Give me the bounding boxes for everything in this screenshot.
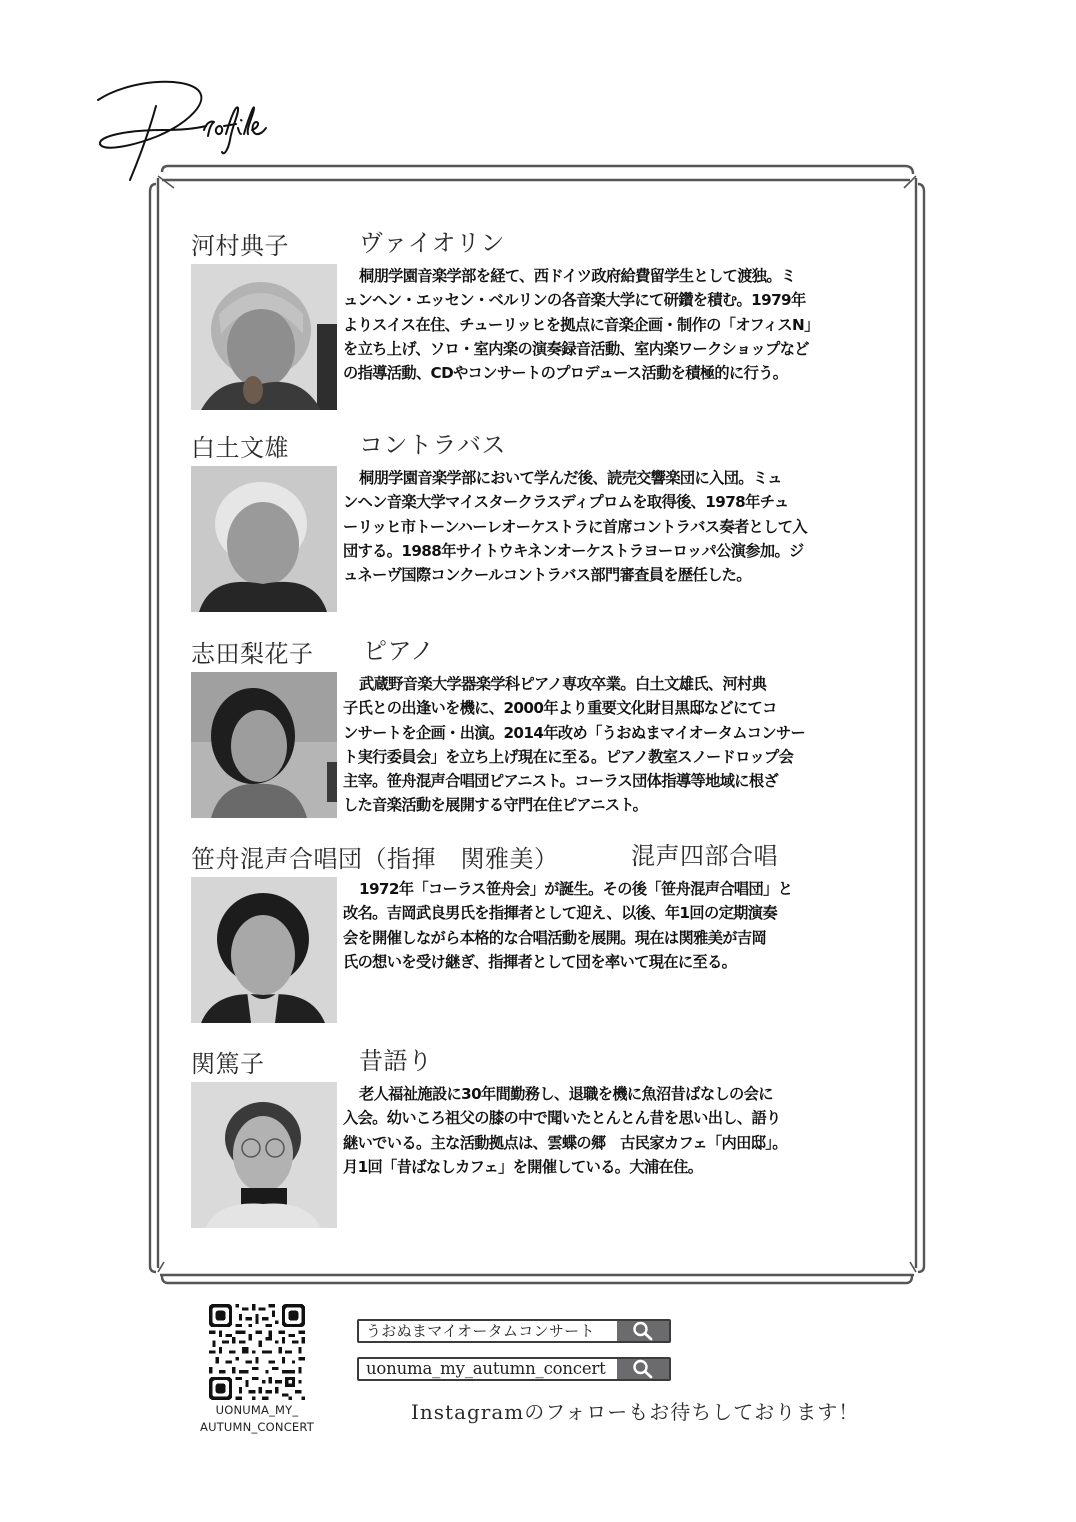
performer-name: 志田梨花子 xyxy=(191,639,314,668)
performer-role: ピアノ xyxy=(363,637,435,665)
performer-name: 関篤子 xyxy=(191,1049,265,1078)
search-icon xyxy=(631,1321,655,1341)
bio-line: 月1回「昔ばなしカフェ」を開催している。大浦在住。 xyxy=(343,1157,703,1176)
instagram-follow-message: Instagramのフォローもお待ちしております！ xyxy=(411,1400,860,1424)
bio-line: 武蔵野音楽大学器楽学科ピアノ専攻卒業。白土文雄氏、河村典 xyxy=(359,675,767,693)
profile-heading xyxy=(191,226,506,260)
search-input[interactable]: uonuma_my_autumn_concert xyxy=(366,1359,606,1378)
bio-line: 改名。吉岡武良男氏を指揮者として迎え、以後、年1回の定期演奏 xyxy=(343,904,777,923)
performer-bio xyxy=(343,466,873,587)
performer-role: 昔語り xyxy=(359,1047,433,1075)
search-box-japanese[interactable] xyxy=(357,1319,671,1343)
performer-name: 河村典子 xyxy=(191,231,289,260)
bio-line: 団する。1988年サイトウキネンオーケストラヨーロッパ公演参加。ジ xyxy=(343,541,804,560)
profile-script-title-graphic xyxy=(88,68,288,188)
bio-line: 入会。幼いころ祖父の膝の中で聞いたとんとん昔を思い出し、語り xyxy=(343,1109,781,1128)
performer-bio xyxy=(343,672,873,818)
bio-line: 主宰。笹舟混声合唱団ピアニスト。コーラス団体指導等地域に根ざ xyxy=(343,772,779,791)
performer-bio xyxy=(343,264,873,385)
instagram-qr-code[interactable] xyxy=(209,1304,305,1400)
performer-bio xyxy=(343,877,873,974)
performer-photo xyxy=(191,672,337,818)
performer-name: 笹舟混声合唱団（指揮 関雅美） xyxy=(191,844,559,873)
bio-line: した音楽活動を展開する守門在住ピアニスト。 xyxy=(343,796,648,815)
search-input[interactable]: うおぬまマイオータムコンサート xyxy=(366,1322,595,1340)
performer-photo xyxy=(191,877,337,1023)
bio-line: 1972年「コーラス笹舟会」が誕生。その後「笹舟混声合唱団」と xyxy=(359,880,793,898)
profile-heading xyxy=(191,839,778,873)
bio-line: ュンヘン・エッセン・ベルリンの各音楽大学にて研鑽を積む。1979年 xyxy=(343,291,806,310)
qr-caption-line: AUTUMN_CONCERT xyxy=(200,1420,314,1434)
bio-line: 桐朋学園音楽学部において学んだ後、読売交響楽団に入団。ミュ xyxy=(359,469,782,487)
bio-line: 老人福祉施設に30年間勤務し、退職を機に魚沼昔ばなしの会に xyxy=(359,1085,773,1103)
portrait-image-icon xyxy=(191,1082,337,1228)
performer-role: 混声四部合唱 xyxy=(631,842,778,870)
performer-role: ヴァイオリン xyxy=(359,229,506,257)
performer-name: 白土文雄 xyxy=(191,433,289,462)
bio-line: 桐朋学園音楽学部を経て、西ドイツ政府給費留学生として渡独。ミ xyxy=(359,267,796,285)
performer-role: コントラバス xyxy=(359,431,506,459)
profile-heading xyxy=(191,1044,433,1078)
profile-heading xyxy=(191,634,435,668)
performer-photo xyxy=(191,1082,337,1228)
bio-line: 会を開催しながら本格的な合唱活動を展開。現在は関雅美が吉岡 xyxy=(343,928,767,947)
search-button[interactable] xyxy=(617,1321,669,1341)
bio-line: よりスイス在住、チューリッヒを拠点に音楽企画・制作の「オフィスN」 xyxy=(343,315,819,334)
bio-line: の指導活動、CDやコンサートのプロデュース活動を積極的に行う。 xyxy=(343,364,788,383)
bio-line: ュネーヴ国際コンクールコントラバス部門審査員を歴任した。 xyxy=(343,566,751,585)
bio-line: 氏の想いを受け継ぎ、指揮者として団を率いて現在に至る。 xyxy=(343,952,737,971)
portrait-image-icon xyxy=(191,877,337,1023)
bio-line: 継いでいる。主な活動拠点は、雲蝶の郷 古民家カフェ「内田邸」。 xyxy=(343,1133,787,1152)
qr-caption xyxy=(192,1402,322,1436)
profile-heading xyxy=(191,428,506,462)
bio-line: ト実行委員会」を立ち上げ現在に至る。ピアノ教室スノードロップ会 xyxy=(343,747,794,766)
search-box-romaji[interactable] xyxy=(357,1357,671,1381)
performer-photo xyxy=(191,466,337,612)
bio-line: を立ち上げ、ソロ・室内楽の演奏録音活動、室内楽ワークショップなど xyxy=(343,339,809,358)
qr-caption-line: UONUMA_MY_ xyxy=(215,1403,299,1417)
performer-bio xyxy=(343,1082,873,1179)
performer-photo xyxy=(191,264,337,410)
portrait-image-icon xyxy=(191,672,337,818)
bio-line: ーリッヒ市トーンハーレオーケストラに首席コントラバス奏者として入 xyxy=(343,517,807,536)
bio-line: ンヘン音楽大学マイスタークラスディプロムを取得後、1978年チュ xyxy=(343,493,789,512)
search-icon xyxy=(631,1359,655,1379)
portrait-image-icon xyxy=(191,466,337,612)
bio-line: ンサートを企画・出演。2014年改め「うおぬまマイオータムコンサー xyxy=(343,723,806,742)
search-button[interactable] xyxy=(617,1359,669,1379)
bio-line: 子氏との出逢いを機に、2000年より重要文化財目黒邸などにてコ xyxy=(343,699,777,718)
portrait-image-icon xyxy=(191,264,337,410)
